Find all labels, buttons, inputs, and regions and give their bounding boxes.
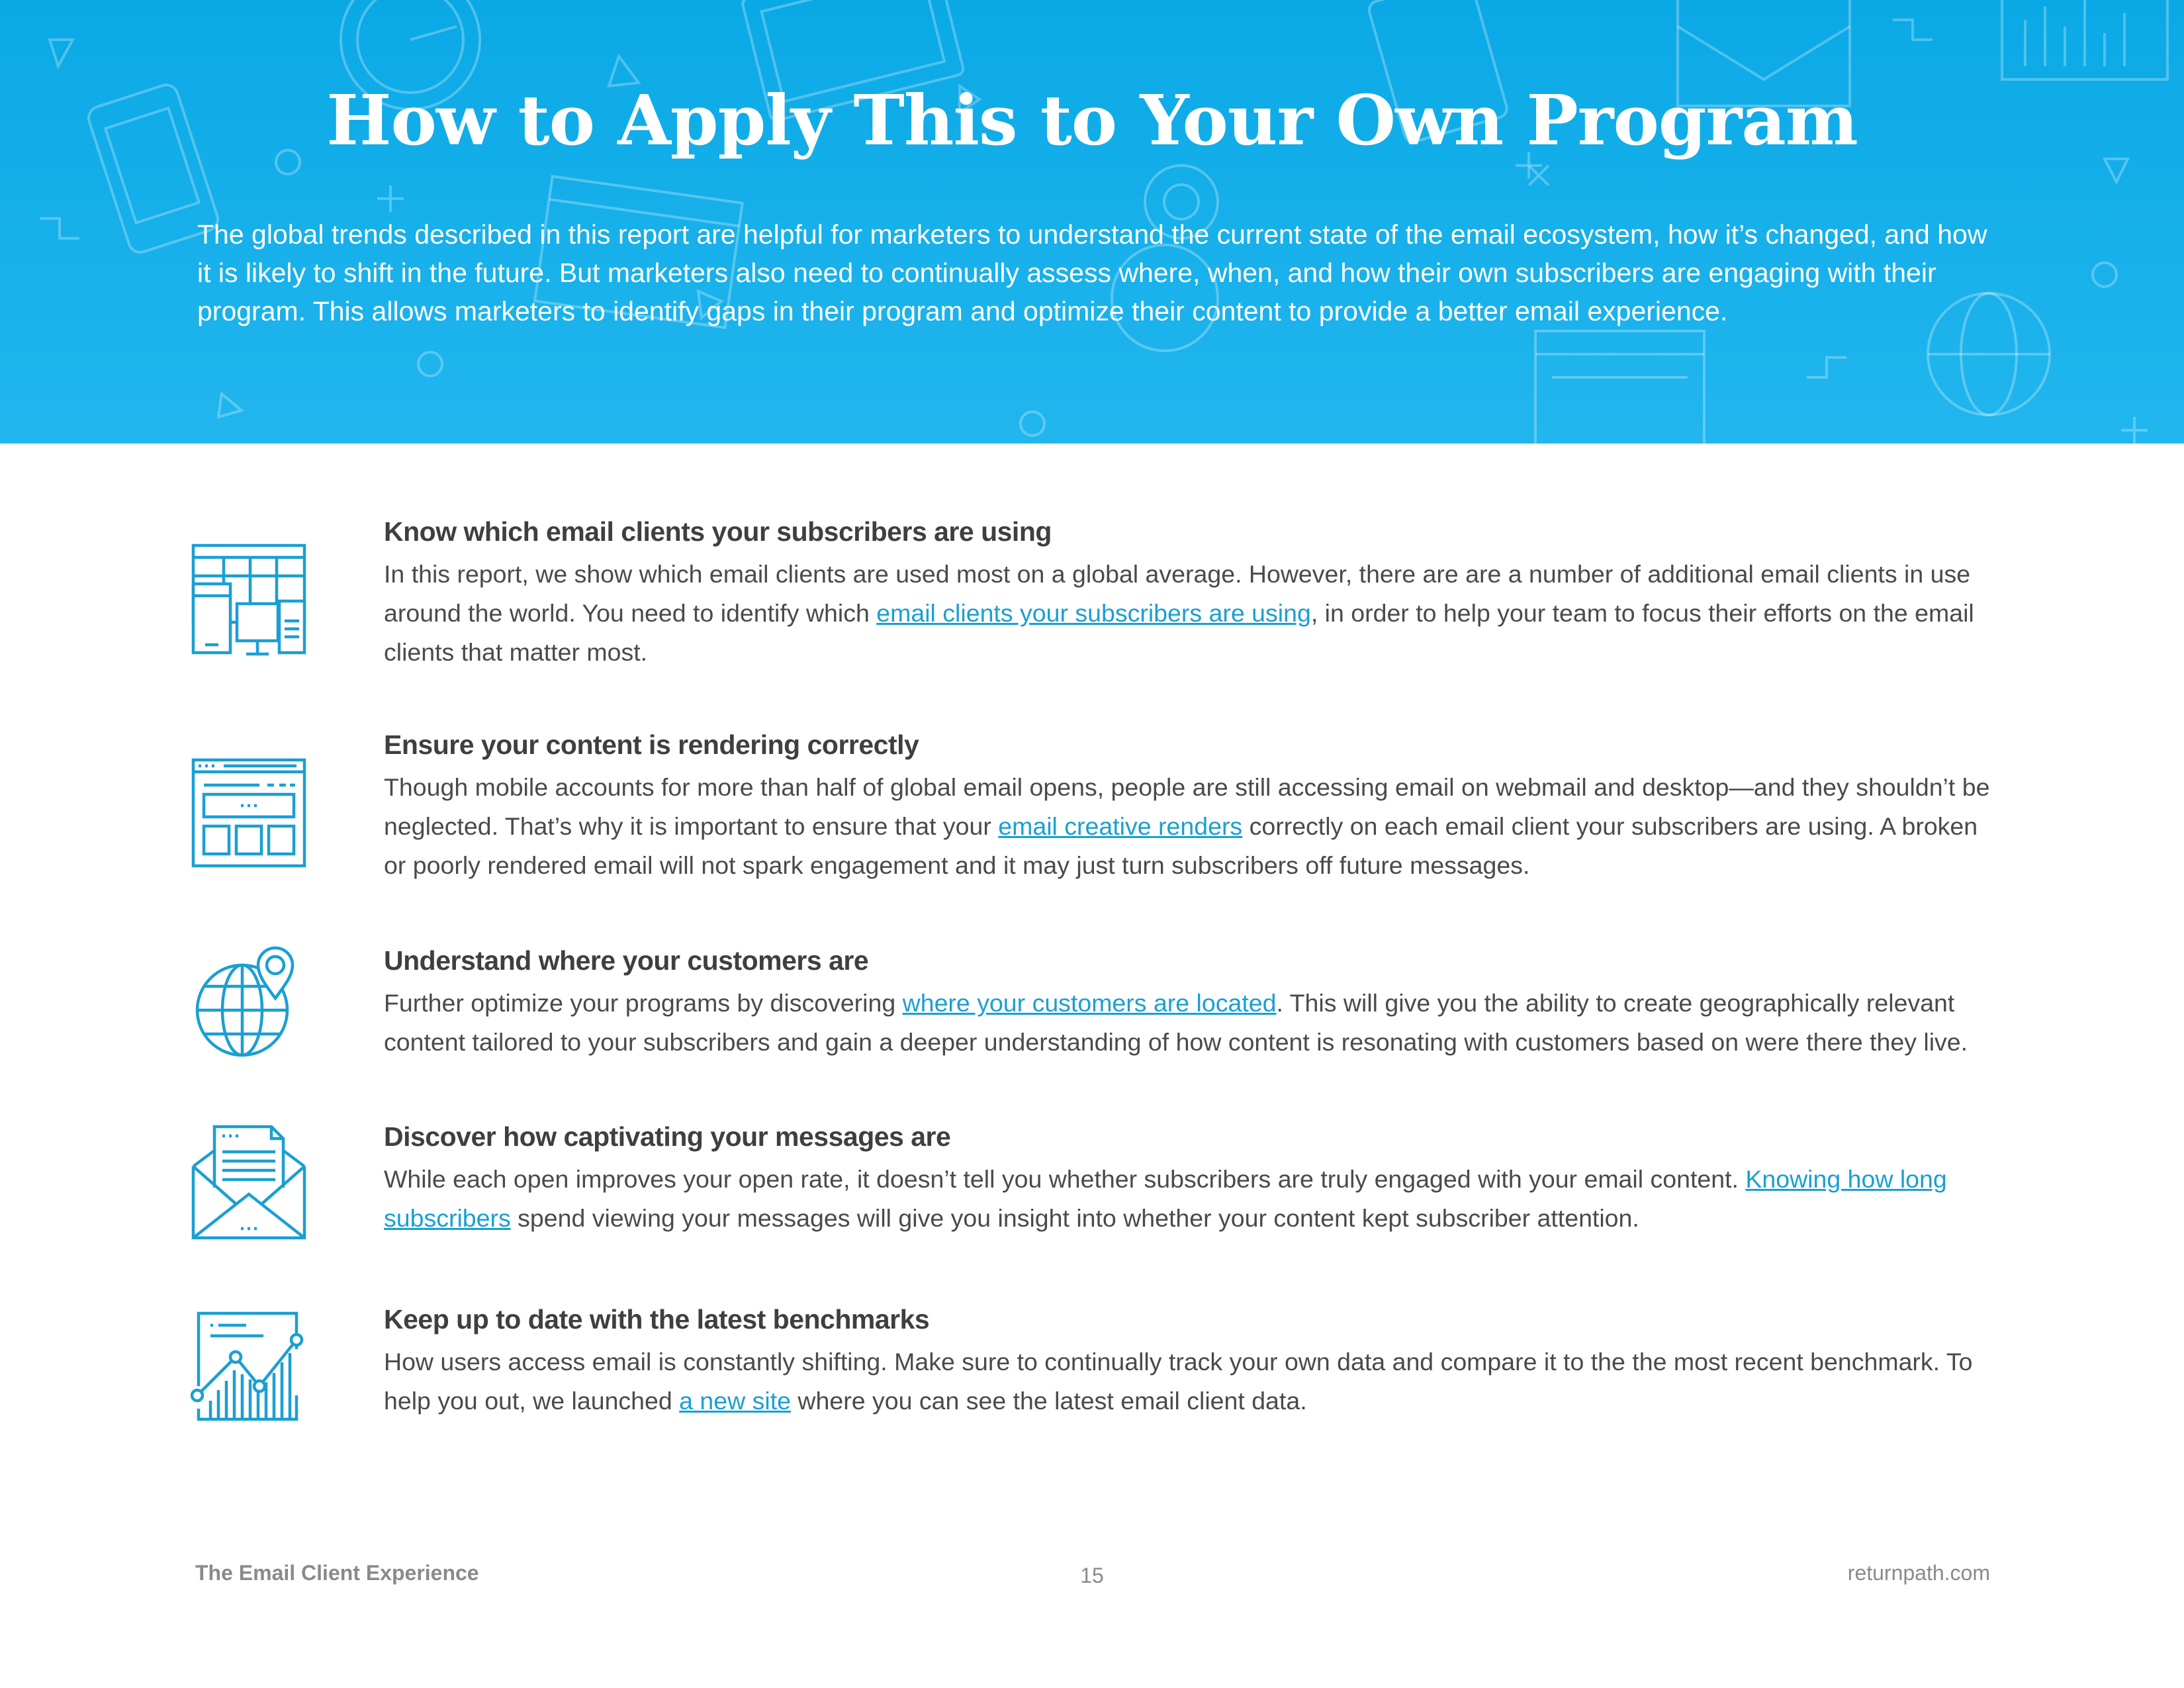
section-title: Understand where your customers are [384,945,869,976]
section-body: Further optimize your programs by discovering where your customers are located. This will give you the ability to create geographically relevant content tailored to your subscribers and gain a deeper understanding of how content is resonating with customers based on were there they live. [384,989,1968,1056]
section-body: While each open improves your open rate, it doesn’t tell you whether subscribers are truly engaged with your email content. Knowing how long subscribers spend viewing your messages will give you insight into whether your content kept subscriber attention. [384,1165,1947,1232]
intro-paragraph: The global trends described in this report are helpful for marketers to understand the current state of the email ecosystem, how it’s changed, and how it is likely to shift in the future. But marketers also need to continually assess where, when, and how their own subscribers are engaging with their program. This allows marketers to identify gaps in their program and optimize their content to provide a better email experience. [197,219,1987,326]
footer-website: returnpath.com [1847,1561,1990,1585]
section-benchmarks [0,1304,2184,1430]
page-number: 15 [1080,1564,1104,1587]
section-title: Keep up to date with the latest benchmarks [384,1304,930,1335]
footer-document-title: The Email Client Experience [195,1561,479,1585]
section-title: Ensure your content is rendering correctly [384,729,919,760]
section-customer-location [0,945,2184,1071]
open-envelope-icon [191,1124,307,1241]
viewing-time-link[interactable]: Knowing how long subscribers [384,1165,1947,1232]
section-email-clients [0,516,2184,675]
email-clients-link[interactable]: email clients your subscribers are using [876,599,1311,627]
section-body: Though mobile accounts for more than half of global email opens, people are still accessing email on webmail and desktop—and they shouldn’t be neglected. That’s why it is important to ensure that your email creative renders correctly on each email client your subscribers are using. A broken or poorly rendered email will not spark engagement and it may just turn subscribers off future messages. [384,773,1990,879]
browser-layout-icon [191,757,307,874]
section-rendering [0,729,2184,888]
email-clients-devices-icon [191,543,307,659]
section-engagement [0,1121,2184,1247]
benchmark-chart-icon [191,1309,307,1426]
globe-location-pin-icon [191,941,307,1058]
section-title: Know which email clients your subscribers are using [384,516,1052,547]
new-site-link[interactable]: a new site [679,1387,791,1415]
section-title: Discover how captivating your messages are [384,1121,951,1152]
section-body: In this report, we show which email clients are used most on a global average. However, there are are a number of additional email clients in use around the world. You need to identify which email clients your subscribers are using, in order to help your team to focus their efforts on the email clients that matter most. [384,560,1974,666]
hero-banner [0,0,2184,444]
page-title: How to Apply This to Your Own Program [326,79,1858,161]
email-creative-renders-link[interactable]: email creative renders [998,812,1243,840]
section-body: How users access email is constantly shifting. Make sure to continually track your own data and compare it to the the most recent benchmark. To help you out, we launched a new site where you can see the latest email client data. [384,1348,1973,1415]
customer-location-link[interactable]: where your customers are located [902,989,1277,1017]
